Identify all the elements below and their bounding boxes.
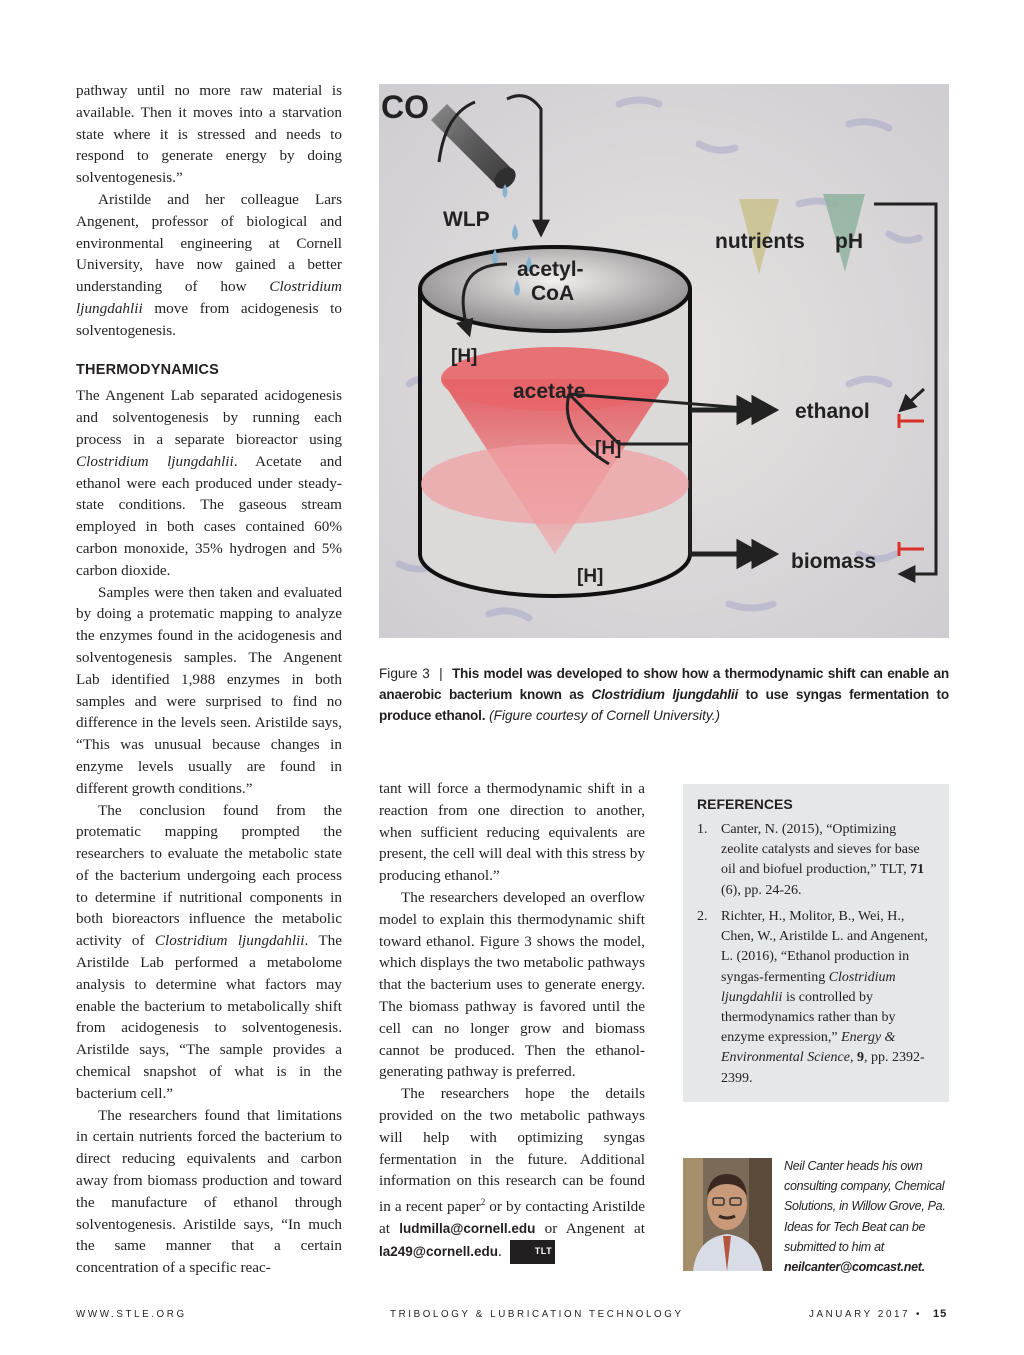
middle-column (379, 778, 645, 1264)
footer-website: WWW.STLE.ORG (76, 1309, 187, 1320)
paragraph: Samples were then taken and evaluated by doing a protematic mapping to analyze the enzymes found in the acidogenesis and solventogenesis samples. The Angenent Lab identified 1,988 enzymes in both samples and were surprised to find no difference in the levels seen. Aristilde says, “This was unusual because changes in enzyme levels usually are found in different growth conditions.” (76, 583, 342, 797)
journal-name: Energy & Environmental Science (721, 1030, 896, 1066)
wlp-label: WLP (443, 208, 490, 231)
acetyl-coa-label: acetyl- (517, 258, 584, 281)
text-run: The conclusion found from the protematic mapping prompted the researchers to evaluate the metabolic state of the bacterium undergoing each process to determine if nutritional components in both bioreactors influence the metabolic activity of (76, 801, 342, 950)
author-bio (784, 1156, 954, 1277)
species-name: Clostridium ljungdahlii (591, 687, 739, 702)
text-run: , (849, 1050, 857, 1066)
reference-text (721, 907, 933, 1089)
footer-publication: TRIBOLOGY & LUBRICATION TECHNOLOGY (390, 1309, 684, 1320)
paragraph: The researchers found that limitations in certain nutrients forced the bacterium to direct reducing equivalents and carbon away from biomass production and toward the manufacture of ethanol through solventogenesis. Aristilde says, “In much the same manner that a certain concentration of a specific reac- (76, 1106, 342, 1277)
reference-item (697, 820, 933, 901)
figure-caption (379, 663, 949, 726)
volume-number: 71 (910, 862, 925, 878)
text-run: move from acidogenesis to solventogenesis. (76, 299, 342, 339)
acetyl-coa-label-2: CoA (531, 282, 575, 305)
references-title: REFERENCES (697, 796, 793, 812)
hydrogen-label-top: [H] (451, 346, 478, 367)
text-run: Richter, H., Molitor, B., Wei, H., Chen, W., Aristilde L. and Angenent, L. (2016), “Ethanol production in syngas-fermenting (721, 909, 928, 985)
text-run: The Angenent Lab separated acidogenesis and solventogenesis by running each process in a separate bioreactor using (76, 387, 342, 448)
ph-label: pH (835, 230, 863, 253)
text-run: This model was developed to show how a thermodynamic shift can enable an anaerobic bacterium known as (379, 666, 949, 702)
reference-item (697, 907, 933, 1089)
text-run: Aristilde and her colleague Lars Angenent, professor of biological and environmental engineering at Cornell University, have now gained a better understanding of how (76, 190, 342, 296)
footer-date: JANUARY 2017 (809, 1309, 911, 1320)
paragraph (76, 189, 342, 342)
text-run: is controlled by thermodynamics rather than by enzyme expression,” (721, 989, 896, 1046)
species-name: Clostridium ljungdahlii (154, 932, 305, 950)
tlt-end-logo: TLT (510, 1240, 555, 1264)
text-run: or by contacting Aristilde at (379, 1198, 646, 1237)
reference-number: 1. (697, 822, 708, 837)
figure-credit: (Figure courtesy of Cornell University.) (489, 708, 721, 723)
co-label: CO (381, 89, 429, 125)
author-email-link[interactable]: neilcanter@comcast.net (784, 1260, 922, 1275)
citation-superscript: 2 (480, 1197, 486, 1208)
hydrogen-label-bottom: [H] (577, 566, 604, 587)
figure-3-diagram (379, 84, 949, 638)
bio-text: Neil Canter heads his own consulting company, Chemical Solutions, in Willow Grove, Pa. Ideas for Tech Beat can be submitted to him at (784, 1159, 946, 1254)
paragraph: The researchers developed an overflow model to explain this thermodynamic shift toward ethanol. Figure 3 shows the model, which displays the two metabolic pathways that the bacterium uses to generate energy. The biomass pathway is favored until the cell can no longer grow and biomass cannot be produced. Then the ethanol-generating pathway is preferred. (379, 888, 645, 1081)
species-name: Clostridium ljungdahlii (76, 278, 342, 317)
text-run: . Acetate and ethanol were each produced under steady-state conditions. The gaseous stream employed in both cases contained 60% carbon monoxide, 35% hydrogen and 5% carbon dioxide. (76, 452, 342, 579)
volume-number: 9 (856, 1050, 864, 1066)
ethanol-label: ethanol (795, 400, 870, 423)
species-name: Clostridium ljungdahlii (721, 969, 896, 1005)
species-name: Clostridium ljungdahlii (76, 452, 234, 470)
footer-bullet: • (916, 1309, 923, 1320)
figure-number: Figure 3 (379, 666, 430, 681)
nutrients-label: nutrients (715, 230, 805, 253)
caption-separator: | (439, 666, 443, 681)
acetate-label: acetate (513, 380, 586, 403)
left-column (76, 80, 342, 1279)
paragraph: pathway until no more raw material is available. Then it moves into a starvation state where it is stressed and needs to respond to generate energy by doing solventogenesis.” (76, 82, 342, 187)
reference-number: 2. (697, 909, 708, 924)
paragraph (379, 1083, 645, 1263)
page-number: 15 (933, 1308, 948, 1320)
hydrogen-label-middle: [H] (595, 438, 622, 459)
text-run: . (921, 1260, 925, 1275)
text-run: to use syngas fermentation to produce ethanol. (379, 687, 949, 723)
text-run: The researchers hope the details provided on the two metabolic pathways will help with optimizing syngas fermentation in the future. Additional information on this research can be found in a recent paper (379, 1085, 645, 1216)
text-run: Canter, N. (2015), “Optimizing zeolite catalysts and sieves for base oil and biofuel production,” TLT, (721, 822, 920, 878)
paragraph (76, 385, 342, 581)
references-box (683, 784, 949, 1102)
biomass-label: biomass (791, 550, 877, 573)
section-heading: THERMODYNAMICS (76, 361, 219, 378)
email-link-aristilde[interactable]: ludmilla@cornell.edu (399, 1221, 536, 1236)
author-photo (683, 1158, 772, 1271)
paragraph: tant will force a thermodynamic shift in a reaction from one direction to another, when sufficient reducing equivalents are present, the cell will deal with this stress by producing ethanol.” (379, 780, 645, 885)
paragraph (76, 800, 342, 1105)
text-run: or Angenent at (535, 1220, 645, 1237)
text-run: . The Aristilde Lab performed a metabolome analysis to determine what factors may enable the bacterium to metabolically shift from acidogenesis to solventogenesis. Aristilde says, “The sample provides a chemical snapshot of what is in the bacterium cell.” (76, 932, 342, 1102)
text-run: . (497, 1242, 502, 1260)
text-run: (6), pp. 24-26. (721, 882, 802, 898)
reference-text (721, 820, 933, 901)
text-run: , pp. 2392-2399. (721, 1050, 925, 1086)
email-link-angenent[interactable]: la249@cornell.edu (379, 1243, 498, 1259)
